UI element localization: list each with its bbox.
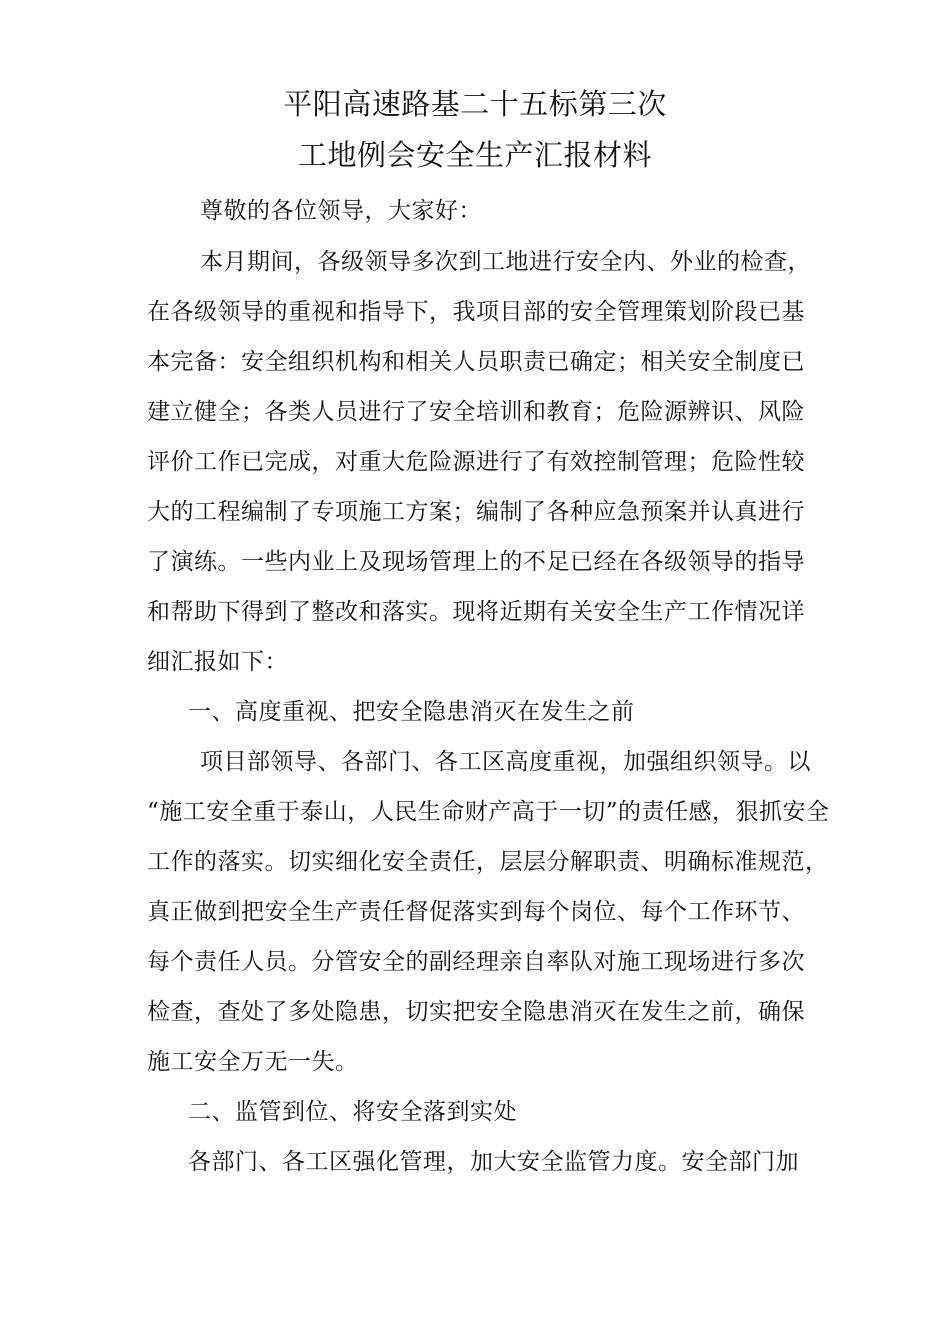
- section-2-heading: 二、监管到位、将安全落到实处: [188, 1099, 517, 1125]
- section-1-heading: 一、高度重视、把安全隐患消灭在发生之前: [188, 699, 635, 725]
- paragraph-2-line: 检查，查处了多处隐患，切实把安全隐患消灭在发生之前，确保: [147, 999, 805, 1025]
- document-title-line-1: 平阳高速路基二十五标第三次: [283, 87, 667, 121]
- paragraph-2-line: 真正做到把安全生产责任督促落实到每个岗位、每个工作环节、: [147, 899, 805, 925]
- paragraph-1-line: 细汇报如下：: [147, 649, 288, 675]
- paragraph-1-line: 本完备：安全组织机构和相关人员职责已确定；相关安全制度已: [147, 349, 805, 375]
- paragraph-1-line: 大的工程编制了专项施工方案；编制了各种应急预案并认真进行: [147, 499, 805, 525]
- paragraph-2-line: 施工安全万无一失。: [147, 1049, 359, 1075]
- paragraph-2-line: 每个责任人员。分管安全的副经理亲自率队对施工现场进行多次: [147, 949, 805, 975]
- paragraph-2-line: 工作的落实。切实细化安全责任，层层分解职责、明确标准规范，: [147, 849, 829, 875]
- greeting: 尊敬的各位领导，大家好：: [200, 198, 482, 224]
- paragraph-1-line: 和帮助下得到了整改和落实。现将近期有关安全生产工作情况详: [147, 599, 805, 625]
- paragraph-1-line: 了演练。一些内业上及现场管理上的不足已经在各级领导的指导: [147, 549, 805, 575]
- paragraph-1-line: 评价工作已完成，对重大危险源进行了有效控制管理；危险性较: [147, 449, 805, 475]
- paragraph-1-line: 本月期间，各级领导多次到工地进行安全内、外业的检查，: [200, 249, 811, 275]
- paragraph-1-line: 在各级领导的重视和指导下，我项目部的安全管理策划阶段已基: [147, 299, 805, 325]
- paragraph-2-line: “施工安全重于泰山，人民生命财产高于一切”的责任感，狠抓安全: [147, 799, 830, 825]
- document-title-line-2: 工地例会安全生产汇报材料: [297, 138, 652, 172]
- paragraph-2-line: 项目部领导、各部门、各工区高度重视，加强组织领导。以: [200, 749, 811, 775]
- paragraph-3-line: 各部门、各工区强化管理，加大安全监管力度。安全部门加: [188, 1149, 799, 1175]
- paragraph-1-line: 建立健全；各类人员进行了安全培训和教育；危险源辨识、风险: [147, 399, 805, 425]
